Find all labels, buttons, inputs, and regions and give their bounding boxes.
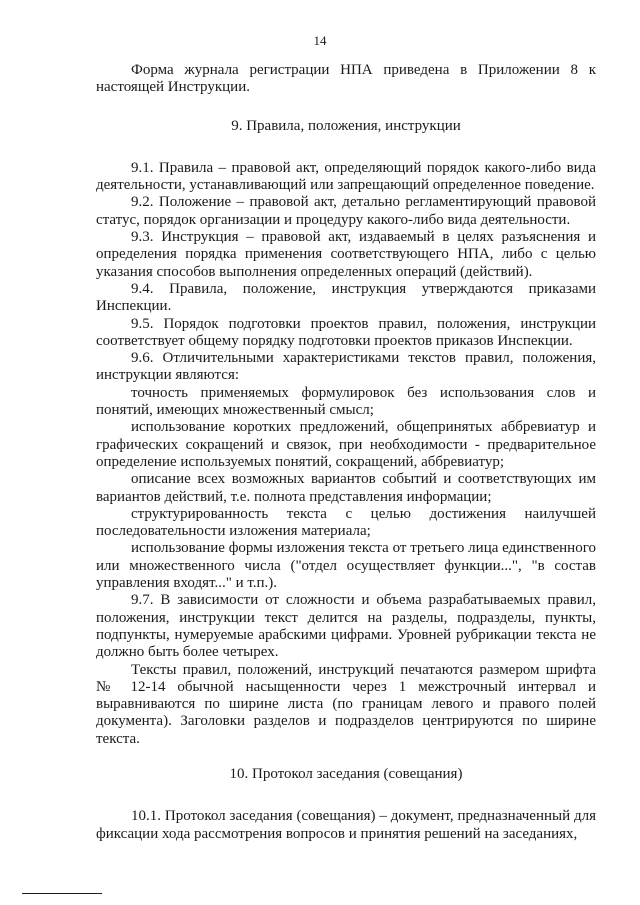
intro-paragraph: Форма журнала регистрации НПА приведена в Приложении 8 к настоящей Инструкции. [96, 62, 596, 96]
paragraph-10-1: 10.1. Протокол заседания (совещания) – документ, предназначенный для фиксации хода рассмотрения вопросов и принятия решений на заседаниях, [96, 808, 596, 842]
paragraph-9-6: 9.6. Отличительными характеристиками текстов правил, положения, инструкции являются: [96, 350, 596, 384]
list-item-third-person: использование формы изложения текста от третьего лица единственного или множественного числа ("отдел осуществляет функции...", "в состав управления входят..." и т.п.). [96, 540, 596, 592]
section-9-heading: 9. Правила, положения, инструкции [231, 117, 461, 134]
paragraph-font-size: Тексты правил, положений, инструкций печатаются размером шрифта № 12-14 обычной насыщенности через 1 межстрочный интервал и выравниваются по ширине листа (по границам левого и правого полей документа). Заголовки разделов и подразделов центрируются по ширине текста. [96, 661, 596, 747]
footnote-separator [22, 893, 102, 894]
list-item-short-sentences: использование коротких предложений, общепринятых аббревиатур и графических сокращений и связок, при необходимости - предварительное определение используемых понятий, сокращений, аббревиатур; [96, 419, 596, 470]
list-item-precision: точность применяемых формулировок без использования слов и понятий, имеющих множественный смысл; [96, 384, 596, 419]
section-10-heading: 10. Протокол заседания (совещания) [229, 765, 463, 782]
paragraph-9-2: 9.2. Положение – правовой акт, детально регламентирующий правовой статус, порядок организации и процедуру какого-либо вида деятельности. [96, 194, 596, 228]
paragraph-9-4: 9.4. Правила, положение, инструкция утверждаются приказами Инспекции. [96, 280, 596, 315]
paragraph-9-7: 9.7. В зависимости от сложности и объема разрабатываемых правил, положения, инструкции текст делится на разделы, подразделы, пункты, подпункты, нумеруемые арабскими цифрами. Уровней рубрикации текста не должно быть более четырех. [96, 592, 596, 661]
page-number: 14 [313, 33, 327, 48]
list-item-all-variants: описание всех возможных вариантов событий и соответствующих им вариантов действий, т.е. полнота представления информации; [96, 471, 596, 505]
paragraph-9-3: 9.3. Инструкция – правовой акт, издаваемый в целях разъяснения и определения порядка применения соответствующего НПА, либо с целью указания способов выполнения определенных операций (действий). [96, 229, 596, 280]
paragraph-9-1: 9.1. Правила – правовой акт, определяющий порядок какого-либо вида деятельности, устанавливающий или запрещающий определенное поведение. [96, 159, 596, 194]
page-content [96, 62, 596, 843]
paragraph-9-5: 9.5. Порядок подготовки проектов правил, положения, инструкции соответствует общему порядку подготовки проектов приказов Инспекции. [96, 315, 596, 349]
list-item-structure: структурированность текста с целью достижения наилучшей последовательности изложения материала; [96, 505, 596, 540]
